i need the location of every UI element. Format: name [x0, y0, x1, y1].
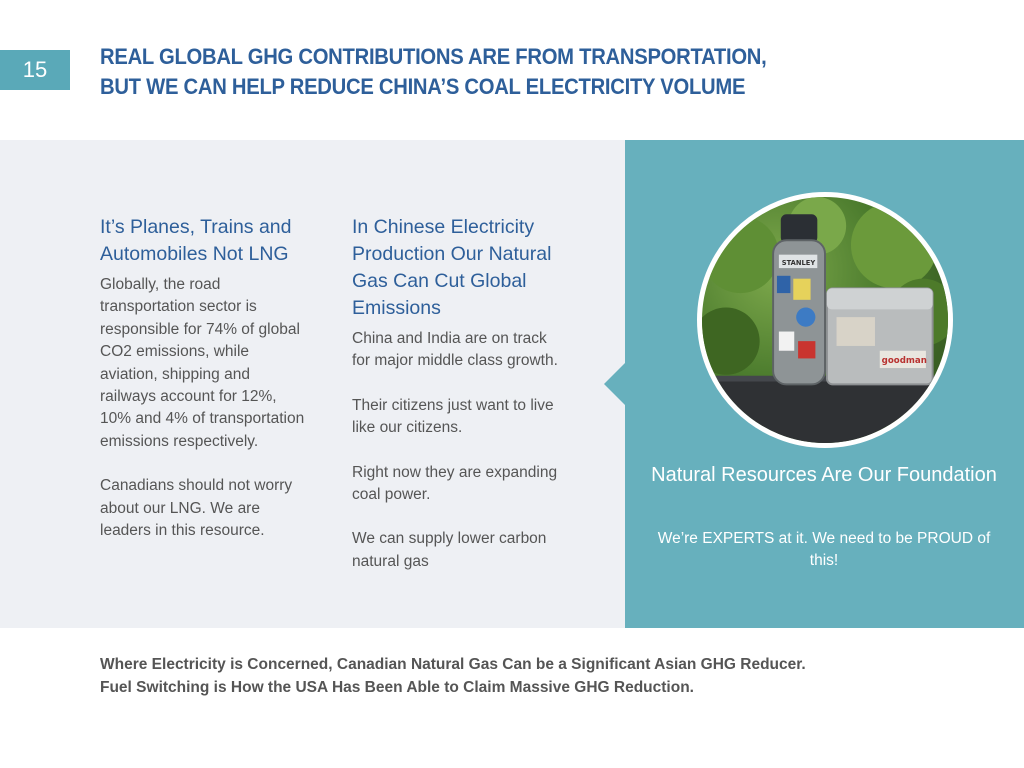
column-paragraph: Canadians should not worry about our LNG. We are leaders in this resource. [100, 477, 293, 540]
lunchbox-sticker-text: goodman [881, 356, 927, 367]
panel-pointer [604, 362, 626, 406]
photo-illustration [702, 197, 948, 443]
footer-summary [100, 653, 980, 699]
panel-subtext: We’re EXPERTS at it. We need to be PROUD of this! [657, 530, 991, 569]
column-paragraph: Right now they are expanding coal power. [352, 463, 558, 504]
column-paragraph: Their citizens just want to live like our citizens. [352, 396, 554, 437]
thermos-label-text: STANLEY [781, 259, 816, 268]
column-heading: In Chinese Electricity Production Our Natural Gas Can Cut Global Emissions [352, 216, 552, 319]
slide-title-line-2: BUT WE CAN HELP REDUCE CHINA’S COAL ELECTRICITY VOLUME [100, 74, 746, 99]
thermos-lunchbox-photo [697, 192, 953, 448]
panel-heading: Natural Resources Are Our Foundation [651, 464, 997, 486]
footer-line-2: Fuel Switching is How the USA Has Been Able to Claim Massive GHG Reduction. [100, 679, 694, 696]
column-heading: It’s Planes, Trains and Automobiles Not LNG [100, 216, 292, 265]
footer-line-1: Where Electricity is Concerned, Canadian Natural Gas Can be a Significant Asian GHG Reducer. [100, 656, 806, 673]
slide-title-line-1: REAL GLOBAL GHG CONTRIBUTIONS ARE FROM TRANSPORTATION, [100, 44, 767, 69]
page-number: 15 [0, 50, 70, 90]
column-paragraph: We can supply lower carbon natural gas [352, 530, 547, 570]
column-transportation [100, 214, 310, 564]
slide-title [100, 42, 910, 102]
column-electricity [352, 214, 567, 595]
column-paragraph: China and India are on track for major middle class growth. [352, 330, 558, 370]
column-paragraph: Globally, the road transportation sector is responsible for 74% of global CO2 emissions, while aviation, shipping and railways account for 12%, 10% and 4% of transportation emissions respectively. [100, 276, 305, 450]
